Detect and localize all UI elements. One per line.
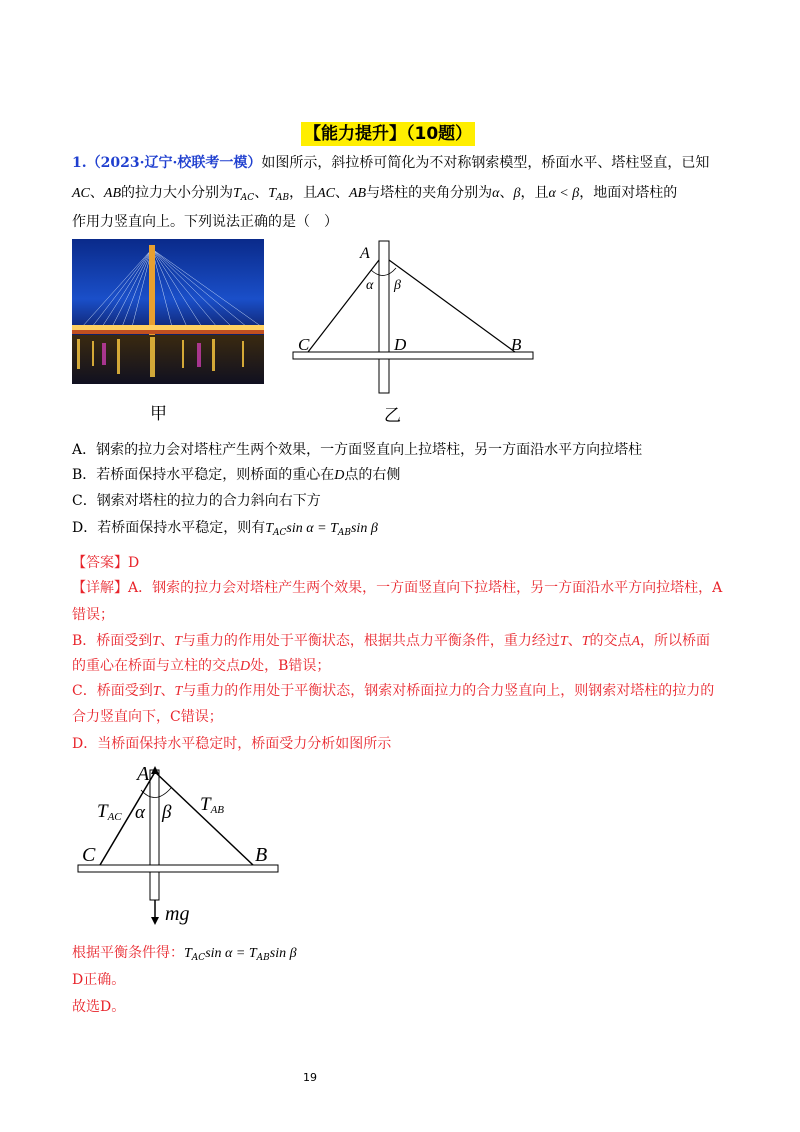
force-label-b: B bbox=[255, 844, 268, 866]
tower bbox=[379, 241, 389, 393]
text: B．若桥面保持水平稳定，则桥面的重心在 bbox=[72, 467, 335, 483]
label-a: A bbox=[360, 245, 370, 262]
var-t: T bbox=[174, 634, 182, 649]
text: 与重力的作用处于平衡状态，钢索对桥面拉力的合力竖直向上，则钢索对塔柱的拉力的 bbox=[182, 683, 715, 699]
answer-label: 【答案】D bbox=[72, 555, 140, 571]
detail-a-line1 bbox=[72, 578, 722, 598]
var-t: T bbox=[152, 634, 161, 649]
mg-arrow-head bbox=[151, 917, 159, 925]
sep: 、 bbox=[160, 683, 175, 699]
text: B．桥面受到 bbox=[72, 633, 153, 649]
option-a: A．钢索的拉力会对塔柱产生两个效果，一方面竖直向上拉塔柱，另一方面沿水平方向拉塔柱 bbox=[72, 442, 643, 458]
bridge-diagram-yi bbox=[290, 238, 540, 398]
question-line-3: 作用力竖直向上。下列说法正确的是（ ） bbox=[72, 214, 338, 230]
sep: 、 bbox=[499, 185, 514, 201]
text: ，地面对塔柱的 bbox=[579, 185, 678, 201]
option-b bbox=[72, 465, 400, 486]
label-b: B bbox=[511, 335, 522, 354]
formula-part: sin α = bbox=[286, 521, 331, 536]
formula-part: sin α = bbox=[205, 946, 249, 961]
force-tower bbox=[150, 770, 159, 900]
var-t: T bbox=[268, 186, 276, 201]
var-ac: AC bbox=[317, 186, 335, 201]
var-ab: AB bbox=[103, 186, 121, 201]
inequality: α < β bbox=[548, 186, 580, 201]
sep: 、 bbox=[89, 185, 104, 201]
question-line-2 bbox=[72, 183, 677, 208]
section-title: 【能力提升】（10题） bbox=[301, 122, 475, 146]
deck bbox=[293, 352, 533, 359]
correct-line: D正确。 bbox=[72, 972, 126, 988]
label-d: D bbox=[394, 335, 407, 354]
text: 的重心在桥面与立柱的交点 bbox=[72, 658, 240, 674]
option-c: C．钢索对塔柱的拉力的合力斜向右下方 bbox=[72, 493, 321, 509]
bridge-photo bbox=[72, 239, 264, 384]
var-beta: β bbox=[513, 186, 521, 201]
force-label-alpha: α bbox=[135, 802, 145, 823]
sep: 、 bbox=[254, 185, 269, 201]
detail-c-line1 bbox=[72, 681, 714, 702]
text: 处，B错误； bbox=[250, 658, 331, 674]
balance-line: 根据平衡条件得：$T_{AC}\sin$ $\alpha = T_{AB}\sin$ β bbox=[72, 945, 297, 963]
text: C．桥面受到 bbox=[72, 683, 153, 699]
var-a: A bbox=[631, 634, 641, 649]
text: 根据平衡条件得： bbox=[72, 945, 184, 961]
var-t: T bbox=[174, 684, 183, 699]
force-label-mg: mg bbox=[165, 903, 190, 925]
detail-d-line: D．当桥面保持水平稳定时，桥面受力分析如图所示 bbox=[72, 736, 392, 752]
sep: 、 bbox=[335, 185, 349, 201]
force-label-tab: TAB bbox=[200, 794, 225, 816]
label-alpha: α bbox=[366, 278, 374, 293]
cable-ab bbox=[389, 260, 515, 352]
text: D．若桥面保持水平稳定，则有 bbox=[72, 520, 266, 536]
text: 与塔柱的夹角分别为 bbox=[366, 185, 493, 201]
page-number: 19 bbox=[303, 1071, 317, 1084]
force-diagram bbox=[75, 760, 290, 930]
question-source: （2023·辽宁·校联考一模） bbox=[86, 155, 262, 171]
detail-a-line2: 错误； bbox=[72, 607, 114, 623]
force-label-a: A bbox=[137, 763, 150, 785]
var-t: T bbox=[233, 186, 241, 201]
option-d: D．若桥面保持水平稳定，则有$T_{AC}\sin$ $\alpha = T_{AB}\sin$ β bbox=[72, 520, 378, 538]
question-line-1 bbox=[72, 153, 709, 173]
var-ac: AC bbox=[72, 186, 90, 201]
text: ，且 bbox=[520, 185, 549, 201]
cable-ac bbox=[308, 260, 379, 352]
var-ab: AB bbox=[349, 186, 367, 201]
var-alpha: α bbox=[492, 186, 500, 201]
figure-caption-jia: 甲 bbox=[150, 404, 167, 424]
label-beta: β bbox=[394, 278, 401, 293]
force-deck bbox=[78, 865, 278, 872]
detail-c-line2: 合力竖直向下，C错误； bbox=[72, 709, 223, 725]
var-d: D bbox=[240, 659, 251, 674]
sub-ab: AB bbox=[275, 193, 290, 203]
figure-caption-yi: 乙 bbox=[384, 406, 401, 426]
sep: 、 bbox=[160, 633, 175, 649]
text: 的交点 bbox=[589, 633, 632, 649]
text: ，且 bbox=[289, 185, 318, 201]
force-label-c: C bbox=[82, 844, 96, 866]
detail-b-line1 bbox=[72, 631, 710, 652]
formula-part: sin β bbox=[269, 946, 297, 961]
detail-label: 【详解】 bbox=[72, 580, 128, 596]
var-t: T bbox=[559, 634, 568, 649]
text: ，所以桥面 bbox=[640, 633, 711, 649]
sep: 、 bbox=[567, 633, 582, 649]
text: 与重力的作用处于平衡状态，根据共点力平衡条件，重力经过 bbox=[181, 633, 560, 649]
var-d: D bbox=[334, 468, 345, 483]
text: 点的右侧 bbox=[344, 467, 401, 483]
bridge-photo-drawing bbox=[72, 239, 264, 384]
choose-line: 故选D。 bbox=[72, 999, 126, 1015]
var-t: T bbox=[581, 634, 590, 649]
sub-ac: AC bbox=[240, 193, 255, 203]
force-label-beta: β bbox=[162, 802, 172, 823]
detail-b-line2 bbox=[72, 656, 330, 677]
force-label-tac: TAC bbox=[97, 801, 122, 823]
question-number: 1. bbox=[72, 155, 87, 171]
var-t: T bbox=[152, 684, 161, 699]
text: A．钢索的拉力会对塔柱产生两个效果，一方面竖直向下拉塔柱，另一方面沿水平方向拉塔柱，A bbox=[128, 580, 723, 596]
question-text-1: 如图所示，斜拉桥可简化为不对称钢索模型，桥面水平、塔柱竖直，已知 bbox=[261, 155, 710, 171]
label-c: C bbox=[298, 335, 310, 354]
text: 的拉力大小分别为 bbox=[121, 185, 233, 201]
formula-part: sin β bbox=[350, 521, 378, 536]
